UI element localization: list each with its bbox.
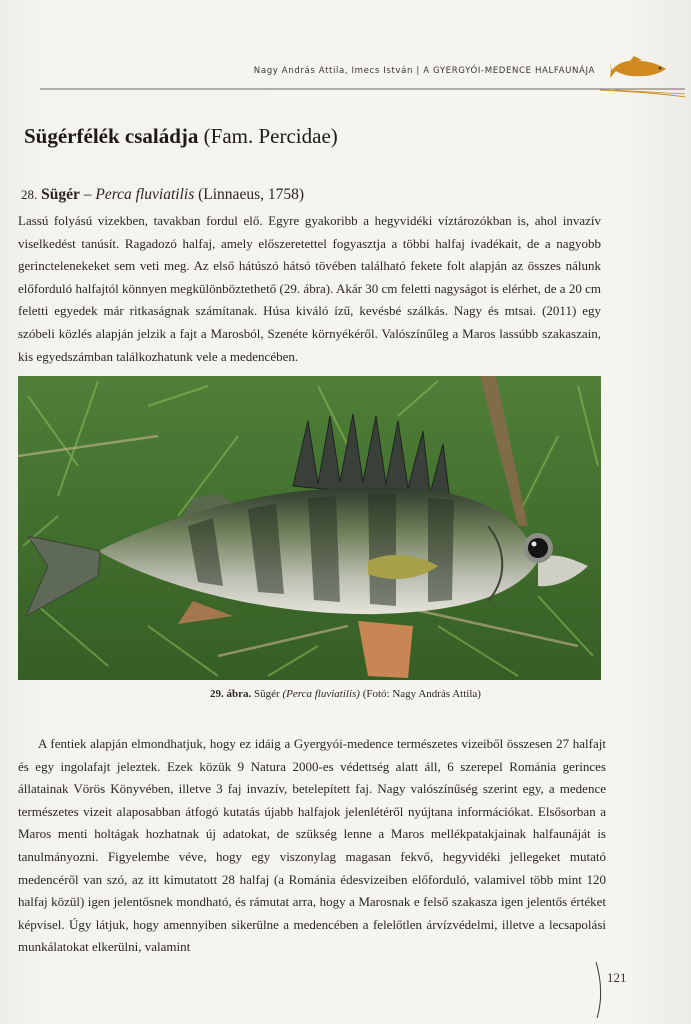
perch-photo <box>18 376 601 680</box>
running-header: Nagy András Attila, Imecs István | A GYERGYÓI-MEDENCE HALFAUNÁJA <box>253 66 595 76</box>
species-description: Lassú folyású vizekben, tavakban fordul elő. Egyre gyakoribb a hegyvidéki víztározókban is, ahol invazív viselkedést tanúsít. Ragadozó halfaj, amely előszeretettel fogyasztja a többi halfaj ivadékait, de a nagyobb gerinctelenekeket sem veti meg. Az első hátúszó hátsó tövében található fekete folt alapján az összes nálunk előforduló halfajtól könnyen megkülönböztethető (29. ábra). Akár 30 cm feletti nagyságot is elérhet, de a 20 cm feletti egyedek már ritkaságnak számítanak. Húsa kiváló ízű, kevésbé szálkás. Nagy és mtsai. (2011) egy szóbeli közlés alapján jelzik a fajt a Marosból, Szenéte környékéről. Valószínűleg a Maros lassúbb szakaszain, kis egyedszámban találkozhatunk vele a medencében. <box>18 213 601 364</box>
perch-photo-illustration <box>18 376 601 680</box>
figure-caption-species: (Perca fluviatilis) <box>282 688 360 700</box>
species-dash: – <box>79 186 96 203</box>
summary-paragraph: A fentiek alapján elmondhatjuk, hogy ez idáig a Gyergyói-medence természetes vizeiből összesen 27 halfajt és egy ingolafajt jeleztek. Ezek közük 9 Natura 2000-es védettség alatt áll, 6 szerepel Románia gerinces állatainak Vörös Könyvében, illetve 3 faj invazív, betelepített faj. Nagy valószínűség szerint egy, a medence természetes vizeit alaposabban átfogó kutatás újabb halfajok jelenlétéről nyújtana információkat. Elsősorban a Maros menti holtágak hozhatnak új adatokat, de szükség lenne a Maros mellékpatakjainak halfaunáját is tanulmányozni. Figyelembe véve, hogy egy viszonylag magasan fekvő, hegyvidéki jellegeket mutató medencéről van szó, az itt kimutatott 28 halfaj (a Románia édesvizeiben előforduló, valamivel több mint 120 halfaj közül) igen jelentősnek mondható, és rámutat arra, hogy a Marosnak e felső szakasza igen jelentős értéket képvisel. Úgy látjuk, hogy amennyiben sikerülne a medencében a felelőtlen árvízvédelmi, illetve a lecsapolási munkálatokat elkerülni, valamint <box>18 736 606 955</box>
figure-caption-pre: Sügér <box>251 688 283 700</box>
page-number-divider <box>594 962 604 1018</box>
section-title-rest: (Fam. Percidae) <box>198 124 338 148</box>
header-rule <box>40 86 685 98</box>
fish-icon <box>608 56 672 82</box>
figure-caption-credit: (Fotó: Nagy András Attila) <box>359 688 481 700</box>
species-heading <box>21 186 304 204</box>
figure-label: 29. ábra. <box>210 688 252 700</box>
section-title-bold: Sügérfélék családja <box>24 124 199 148</box>
section-title <box>24 124 338 149</box>
species-number: 28. <box>21 187 38 202</box>
species-common-name: Sügér <box>41 186 80 203</box>
figure-caption <box>0 688 691 700</box>
species-author: (Linnaeus, 1758) <box>194 186 305 203</box>
page-number: 121 <box>607 970 627 985</box>
species-latin-name: Perca fluviatilis <box>95 186 195 203</box>
